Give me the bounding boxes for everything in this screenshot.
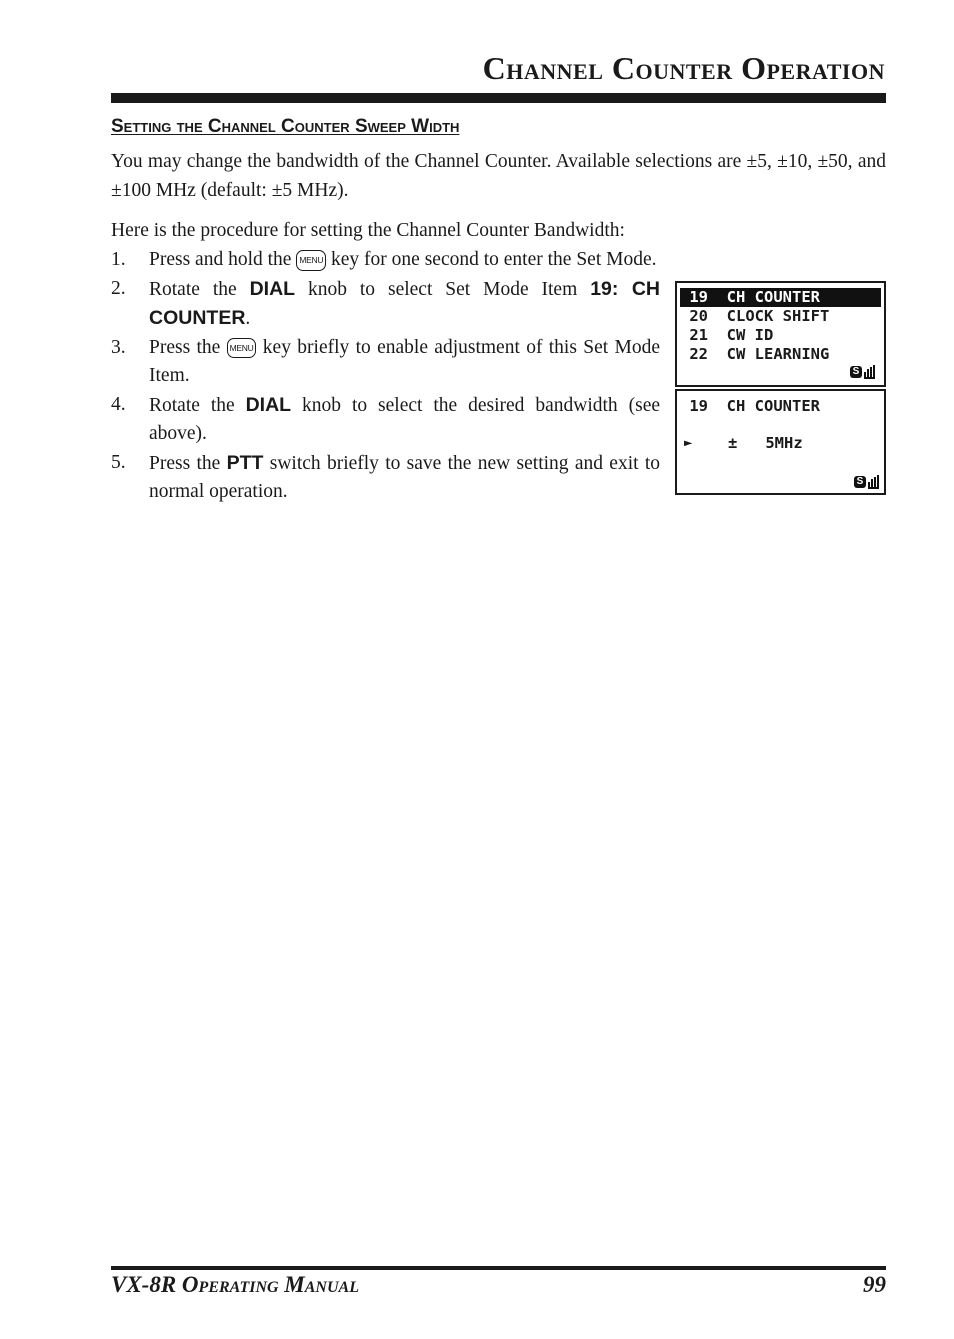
- set-mode-item: 19: CH COUNTER: [149, 277, 660, 329]
- lcd-row: 21 CW ID: [680, 326, 774, 344]
- procedure-steps: [111, 246, 660, 507]
- step-2: 2. Rotate the DIAL knob to select Set Mode Item 19: CH COUNTER.: [111, 277, 660, 329]
- lcd-value-screen: [675, 389, 886, 495]
- lcd-value: ± 5MHz: [728, 434, 803, 452]
- battery-icon: [864, 365, 875, 379]
- status-icons: [854, 475, 879, 489]
- menu-key-icon: MENU: [296, 250, 326, 271]
- lcd-row-selected: 19 CH COUNTER: [680, 288, 881, 307]
- battery-icon: [868, 475, 879, 489]
- section-heading: Setting the Channel Counter Sweep Width: [111, 116, 460, 137]
- step-5: 5. Press the PTT switch briefly to save the new setting and exit to normal operation.: [111, 451, 660, 502]
- lcd-row: 22 CW LEARNING: [680, 345, 830, 363]
- s-meter-icon: S: [850, 366, 862, 378]
- title-rule: [111, 93, 886, 103]
- step-3: 3. Press the MENU key briefly to enable adjustment of this Set Mode Item.: [111, 336, 660, 386]
- lcd-row: 20 CLOCK SHIFT: [680, 307, 830, 325]
- footer-manual-title: VX-8R Operating Manual: [111, 1272, 359, 1297]
- step-4: 4. Rotate the DIAL knob to select the desired bandwidth (see above).: [111, 393, 661, 444]
- dial-label: DIAL: [245, 393, 292, 416]
- menu-key-icon: MENU: [227, 338, 257, 359]
- intro-paragraph: You may change the bandwidth of the Channel Counter. Available selections are ±5, ±10, ±50, and ±100 MHz (default: ±5 MHz).: [111, 151, 886, 201]
- footer-rule: [111, 1266, 886, 1270]
- arrow-right-icon: ►: [684, 435, 693, 451]
- dial-label: DIAL: [249, 277, 296, 300]
- procedure-intro: Here is the procedure for setting the Channel Counter Bandwidth:: [111, 220, 625, 241]
- ptt-label: PTT: [226, 451, 264, 474]
- step-1: 1. Press and hold the MENU key for one second to enter the Set Mode.: [111, 249, 657, 270]
- page-title: Channel Counter Operation: [482, 50, 885, 86]
- lcd-title: 19 CH COUNTER: [680, 397, 820, 415]
- s-meter-icon: S: [854, 476, 866, 488]
- page-number: 99: [863, 1272, 886, 1297]
- lcd-menu-list: [675, 281, 886, 387]
- status-icons: [850, 365, 875, 379]
